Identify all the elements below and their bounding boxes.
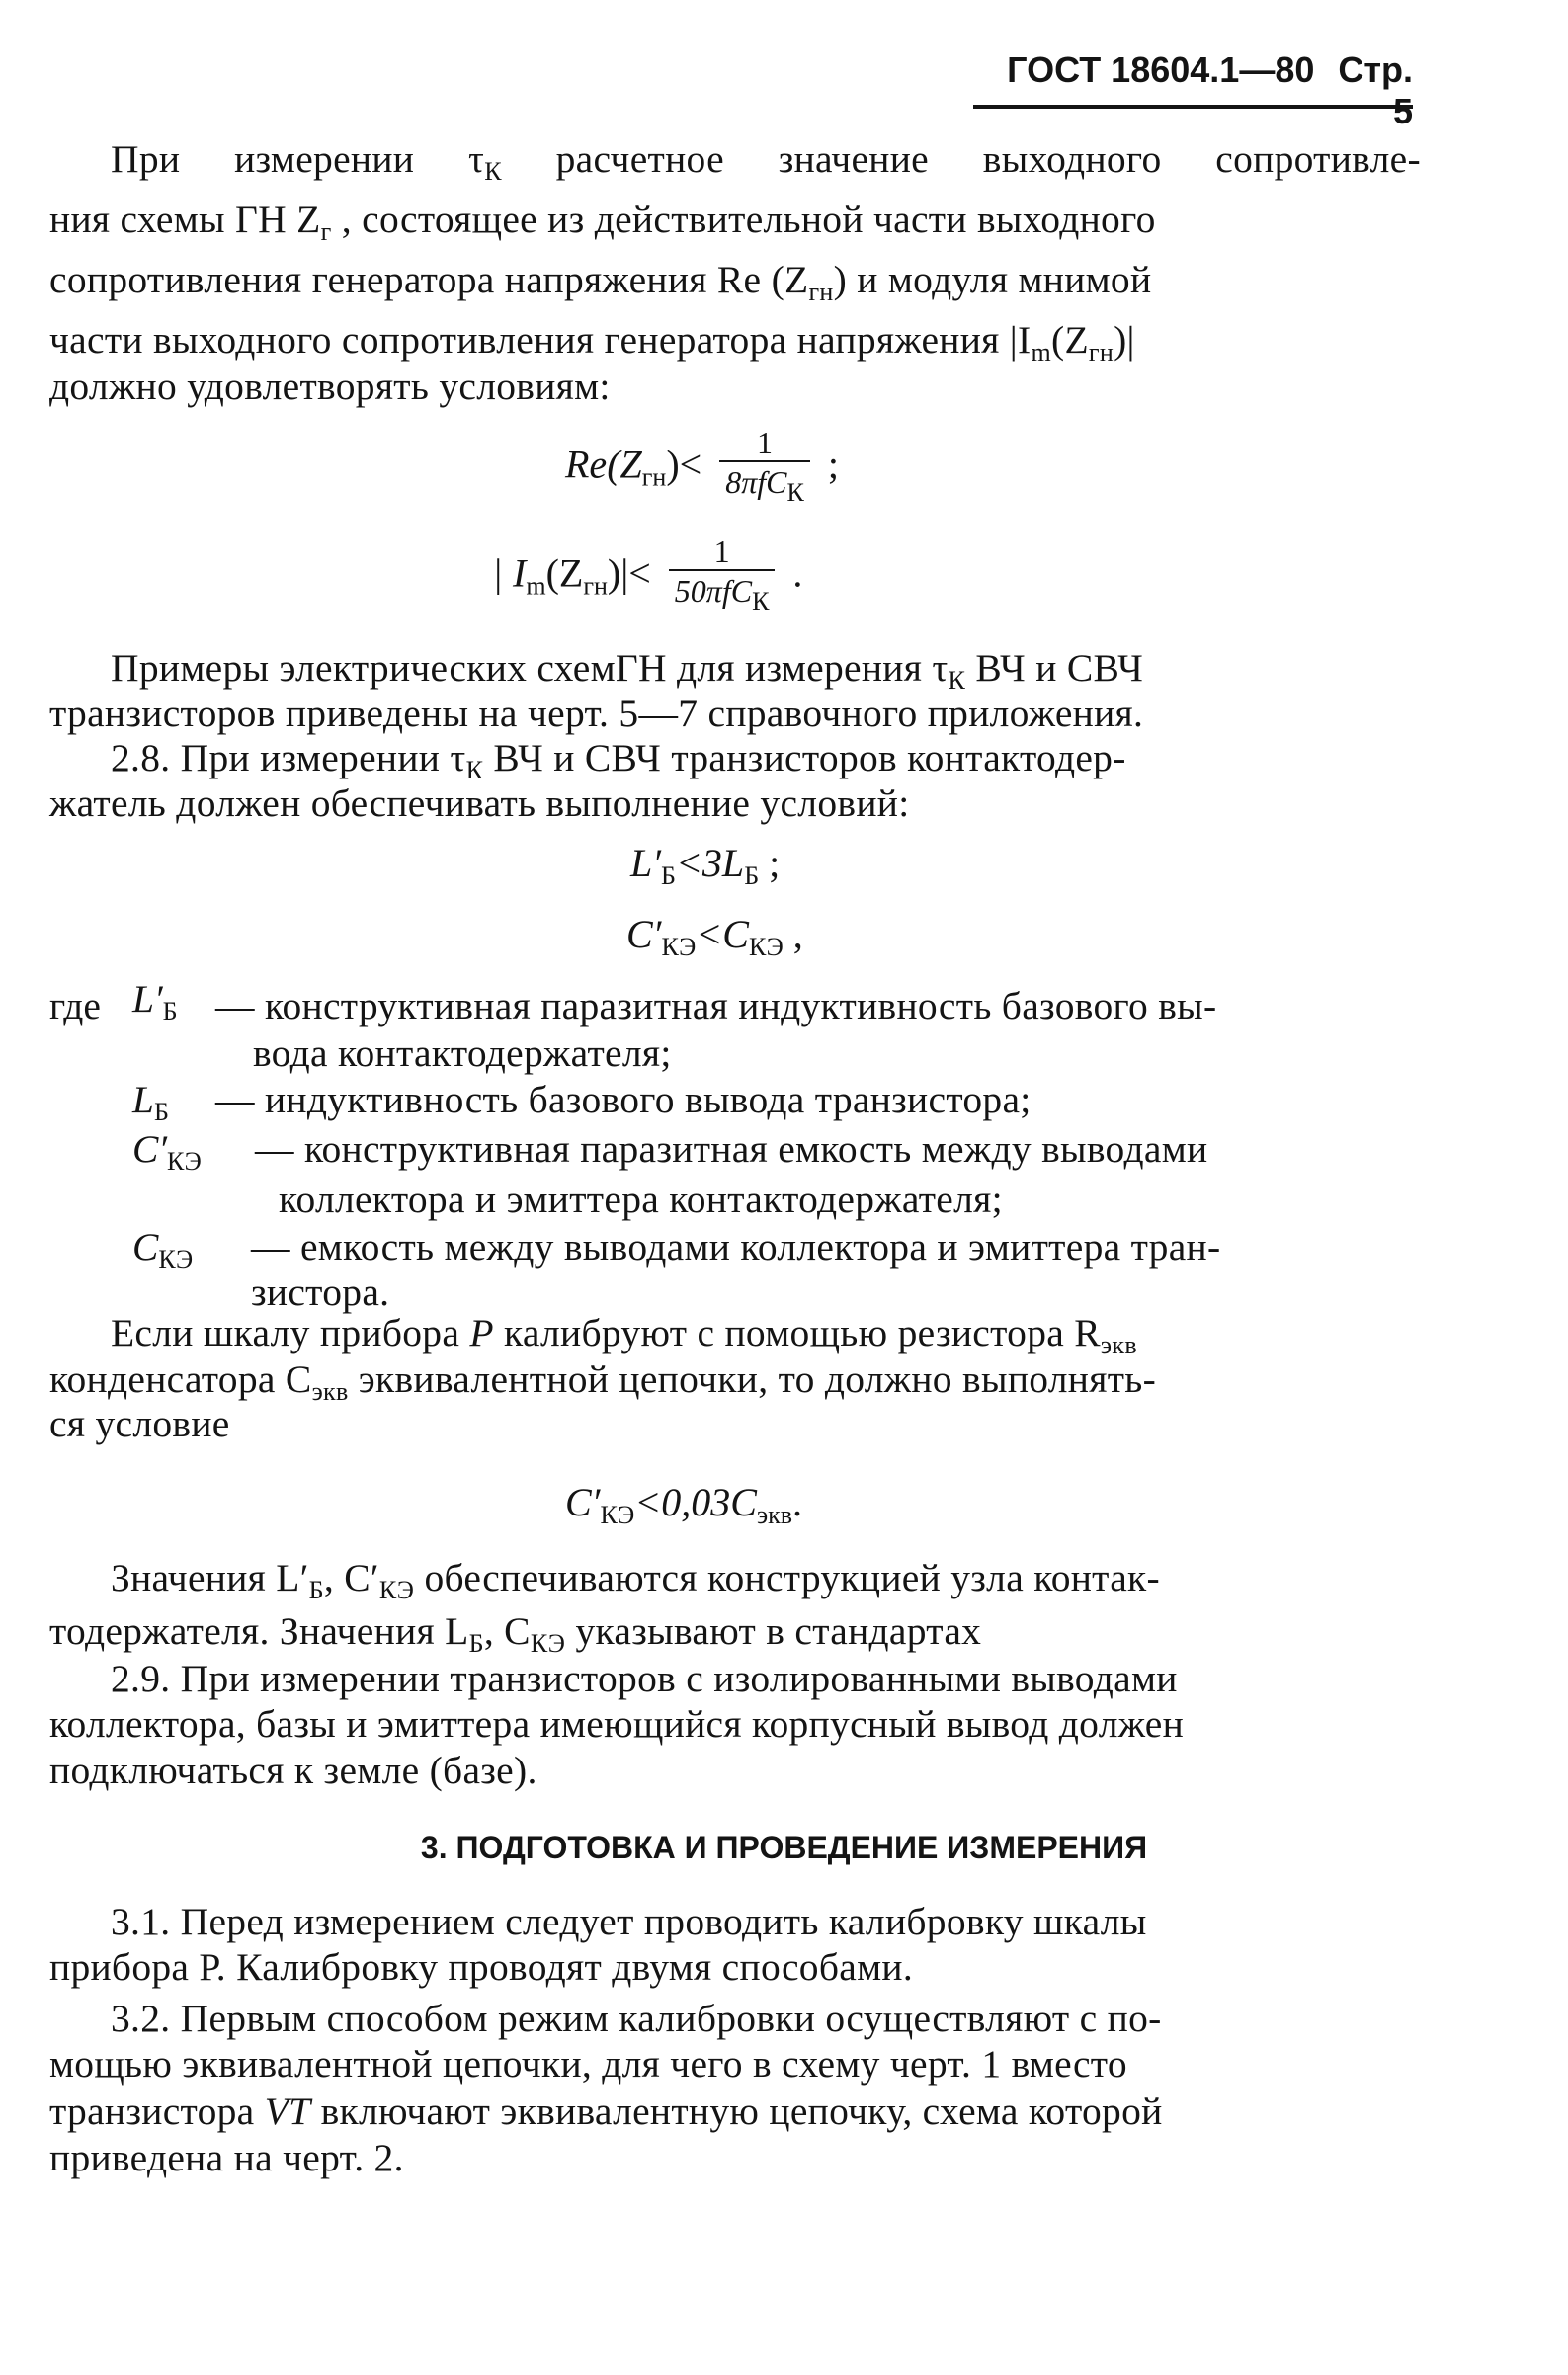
page-header — [973, 49, 1413, 131]
para8-line1: 3.2. Первым способом режим калибровки осуществляют с по- — [111, 1997, 1162, 2040]
def-term-lb: $L_Б$ — [132, 1078, 169, 1126]
para3-line2: жатель должен обеспечивать выполнение условий: — [49, 781, 910, 825]
para4-line3: ся условие — [49, 1402, 230, 1445]
formula-cke: $C'_{КЭ}<C_{КЭ}$ , — [626, 912, 803, 961]
para1-line5: должно удовлетворять условиям: — [49, 365, 611, 408]
para6-line2: коллектора, базы и эмиттера имеющийся корпусный вывод должен — [49, 1702, 1185, 1746]
page-number: Стр. 5 — [1338, 49, 1413, 131]
para1-line1: При измерении $\tau_К$ расчетное значение выходного сопротивле- — [111, 137, 1421, 186]
where-label: где — [49, 984, 101, 1027]
para8-line3: транзистора VT включают эквивалентную цепочку, схема которой — [49, 2089, 1163, 2133]
def-text: — конструктивная паразитная емкость между выводами — [255, 1127, 1208, 1171]
formula-cke-ekv: $C'_{КЭ}<0,03C_{экв}$. — [565, 1480, 803, 1529]
para2-line2: транзисторов приведены на черт. 5—7 справочного приложения. — [49, 692, 1144, 735]
formula-im: | $I_m(Z_{гн})|<$ $\frac{1}{50\pi fC_К}$ . — [492, 533, 802, 621]
def-text: — емкость между выводами коллектора и эмиттера тран- — [251, 1225, 1221, 1269]
para3-line1: 2.8. При измерении $\tau_К$ ВЧ и СВЧ транзисторов контактодер- — [111, 736, 1126, 784]
section-heading: 3. ПОДГОТОВКА И ПРОВЕДЕНИЕ ИЗМЕРЕНИЯ — [420, 1830, 1148, 1865]
subscript: К — [484, 157, 502, 186]
formula-lb: $L'_Б<3L_Б$ ; — [630, 841, 781, 890]
para4-line1: Если шкалу прибора P калибруют с помощью резистора $R_{экв}$ — [111, 1311, 1137, 1359]
gost-number: ГОСТ 18604.1—80 — [1007, 49, 1315, 90]
def-text: — конструктивная паразитная индуктивность базового вы- — [215, 984, 1217, 1027]
para6-line1: 2.9. При измерении транзисторов с изолированными выводами — [111, 1657, 1178, 1700]
fraction: $\frac{1}{50\pi fC_К}$ — [669, 533, 776, 621]
para8-line2: мощью эквивалентной цепочки, для чего в схему черт. 1 вместо — [49, 2042, 1127, 2086]
para7-line1: 3.1. Перед измерением следует проводить калибровку шкалы — [111, 1900, 1147, 1943]
def-term-lb-prime: $L'_Б$ — [132, 977, 178, 1025]
def-text: коллектора и эмиттера контактодержателя; — [279, 1178, 1003, 1221]
para6-line3: подключаться к земле (базе). — [49, 1749, 537, 1792]
para7-line2: прибора Р. Калибровку проводят двумя способами. — [49, 1945, 913, 1989]
para5-line2: тодержателя. Значения $L_Б$, $C_{КЭ}$ указывают в стандартах — [49, 1609, 982, 1658]
para8-line4: приведена на черт. 2. — [49, 2136, 404, 2179]
def-term-cke: $C_{КЭ}$ — [132, 1225, 194, 1273]
para4-line2: конденсатора $C_{экв}$ эквивалентной цепочки, то должно выполнять- — [49, 1357, 1157, 1406]
fraction: $\frac{1}{8\pi fC_К}$ — [719, 425, 810, 513]
para2-line1: Примеры электрических схемГН для измерения $\tau_К$ ВЧ и СВЧ — [111, 646, 1144, 695]
def-text: — индуктивность базового вывода транзистора; — [215, 1078, 1032, 1121]
def-text: вода контактодержателя; — [253, 1031, 672, 1075]
formula-re: $Re(Z_{гн})<$ $\frac{1}{8\pi fC_К}$ ; — [565, 425, 839, 513]
para1-line4: части выходного сопротивления генератора напряжения $|I_m(Z_{гн})|$ — [49, 318, 1135, 367]
para1-line2: ния схемы ГН $Z_г$ , состоящее из действительной части выходного — [49, 198, 1156, 246]
para5-line1: Значения $L'_Б$, $C'_{КЭ}$ обеспечиваются конструкцией узла контак- — [111, 1556, 1160, 1604]
def-term-cke-prime: $C'_{КЭ}$ — [132, 1127, 202, 1176]
def-text: зистора. — [251, 1270, 390, 1314]
para1-line3: сопротивления генератора напряжения Re $(Z_{гн})$ и модуля мнимой — [49, 258, 1152, 306]
